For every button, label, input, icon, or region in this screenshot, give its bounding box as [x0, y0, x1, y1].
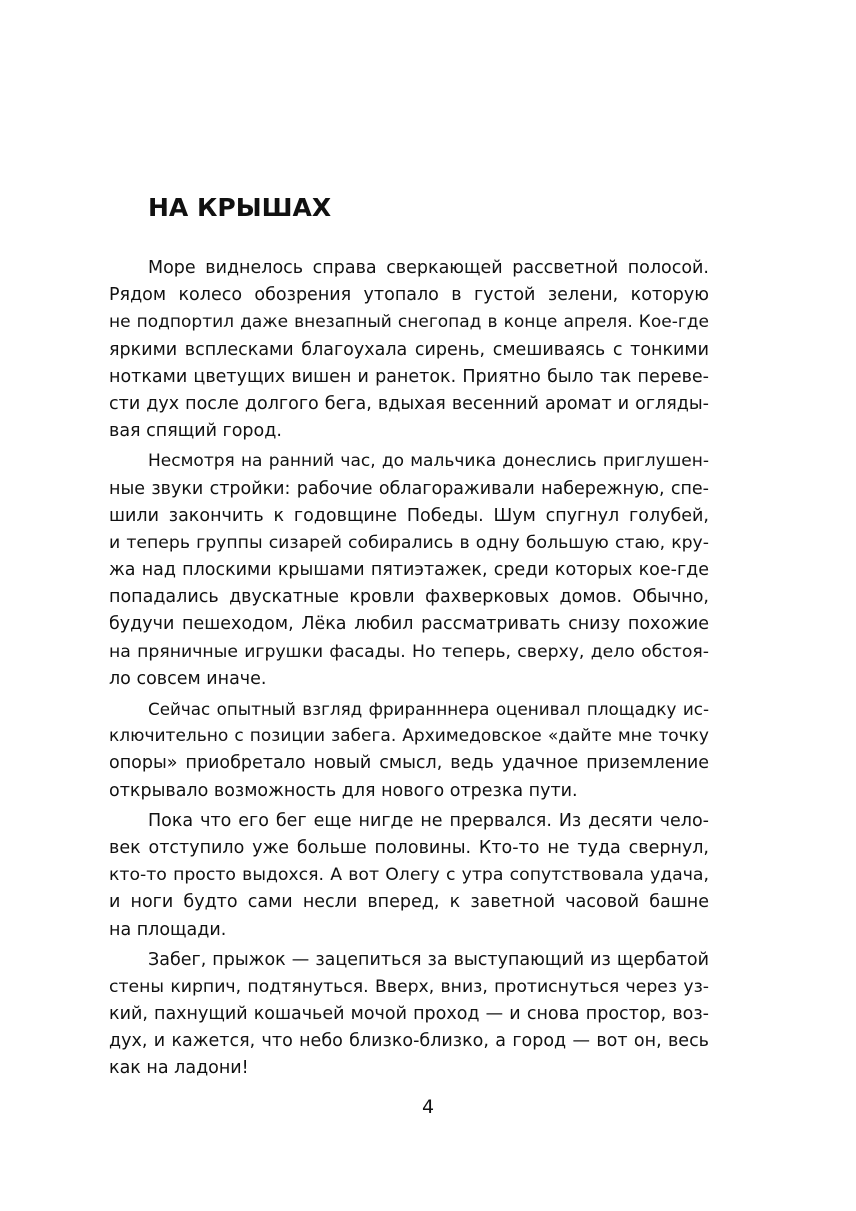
text-line: Забег, прыжок — зацепиться за выступающий из щербатой — [148, 949, 709, 970]
paragraph — [109, 808, 709, 944]
text-line: стены кирпич, подтянуться. Вверх, вниз, протиснуться через уз- — [109, 976, 709, 997]
paragraph — [109, 448, 709, 693]
text-line: сти дух после долгого бега, вдыхая весенний аромат и огляды- — [109, 393, 709, 414]
text-line: ные звуки стройки: рабочие облагораживали набережную, спе- — [109, 478, 709, 499]
text-line: век отступило уже больше половины. Кто-то не туда свернул, — [109, 837, 709, 858]
text-line: как на ладони! — [109, 1058, 249, 1079]
page-number: 4 — [421, 1096, 435, 1118]
text-line: яркими всплесками благоухала сирень, смешиваясь с тонкими — [109, 339, 709, 360]
text-line: Несмотря на ранний час, до мальчика донеслись приглушен- — [148, 451, 709, 472]
text-line: шили закончить к годовщине Победы. Шум спугнул голубей, — [109, 505, 709, 526]
paragraph — [109, 255, 709, 445]
text-line: нотками цветущих вишен и ранеток. Приятно было так переве- — [109, 366, 709, 387]
text-line: открывало возможность для нового отрезка пути. — [109, 780, 578, 801]
text-line: ключительно с позиции забега. Архимедовское «дайте мне точку — [109, 726, 709, 747]
text-line: ло совсем иначе. — [109, 668, 267, 689]
paragraph — [109, 947, 709, 1083]
text-line: попадались двускатные кровли фахверковых домов. Обычно, — [109, 587, 709, 608]
text-line: кто-то просто выдохся. А вот Олегу с утра сопутствовала удача, — [109, 865, 709, 886]
text-line: на площади. — [109, 919, 227, 940]
text-line: Рядом колесо обозрения утопало в густой зелени, которую — [109, 285, 709, 306]
text-line: жа над плоскими крышами пятиэтажек, среди которых кое-где — [109, 560, 709, 581]
text-line: и теперь группы сизарей собирались в одну большую стаю, кру- — [109, 532, 709, 553]
text-line: Пока что его бег еще нигде не прервался. Из десяти чело- — [148, 810, 709, 831]
text-line: не подпортил даже внезапный снегопад в конце апреля. Кое-где — [109, 312, 709, 333]
text-line: Сейчас опытный взгляд фриранннера оценивал площадку ис- — [148, 699, 709, 719]
chapter-title: НА КРЫШАХ — [148, 193, 332, 222]
text-line: на пряничные игрушки фасады. Но теперь, сверху, дело обстоя- — [109, 641, 709, 662]
text-line: будучи пешеходом, Лёка любил рассматривать снизу похожие — [109, 614, 709, 635]
text-line: опоры» приобретало новый смысл, ведь удачное приземление — [109, 753, 709, 774]
text-line: дух, и кажется, что небо близко-близко, а город — вот он, весь — [109, 1031, 709, 1052]
text-line: вая спящий город. — [109, 421, 282, 442]
text-line: Море виднелось справа сверкающей рассветной полосой. — [148, 258, 709, 278]
text-line: кий, пахнущий кошачьей мочой проход — и снова простор, воз- — [109, 1004, 709, 1025]
text-line: и ноги будто сами несли вперед, к заветной часовой башне — [109, 892, 709, 913]
paragraph — [109, 696, 709, 805]
body-text — [109, 255, 709, 1083]
